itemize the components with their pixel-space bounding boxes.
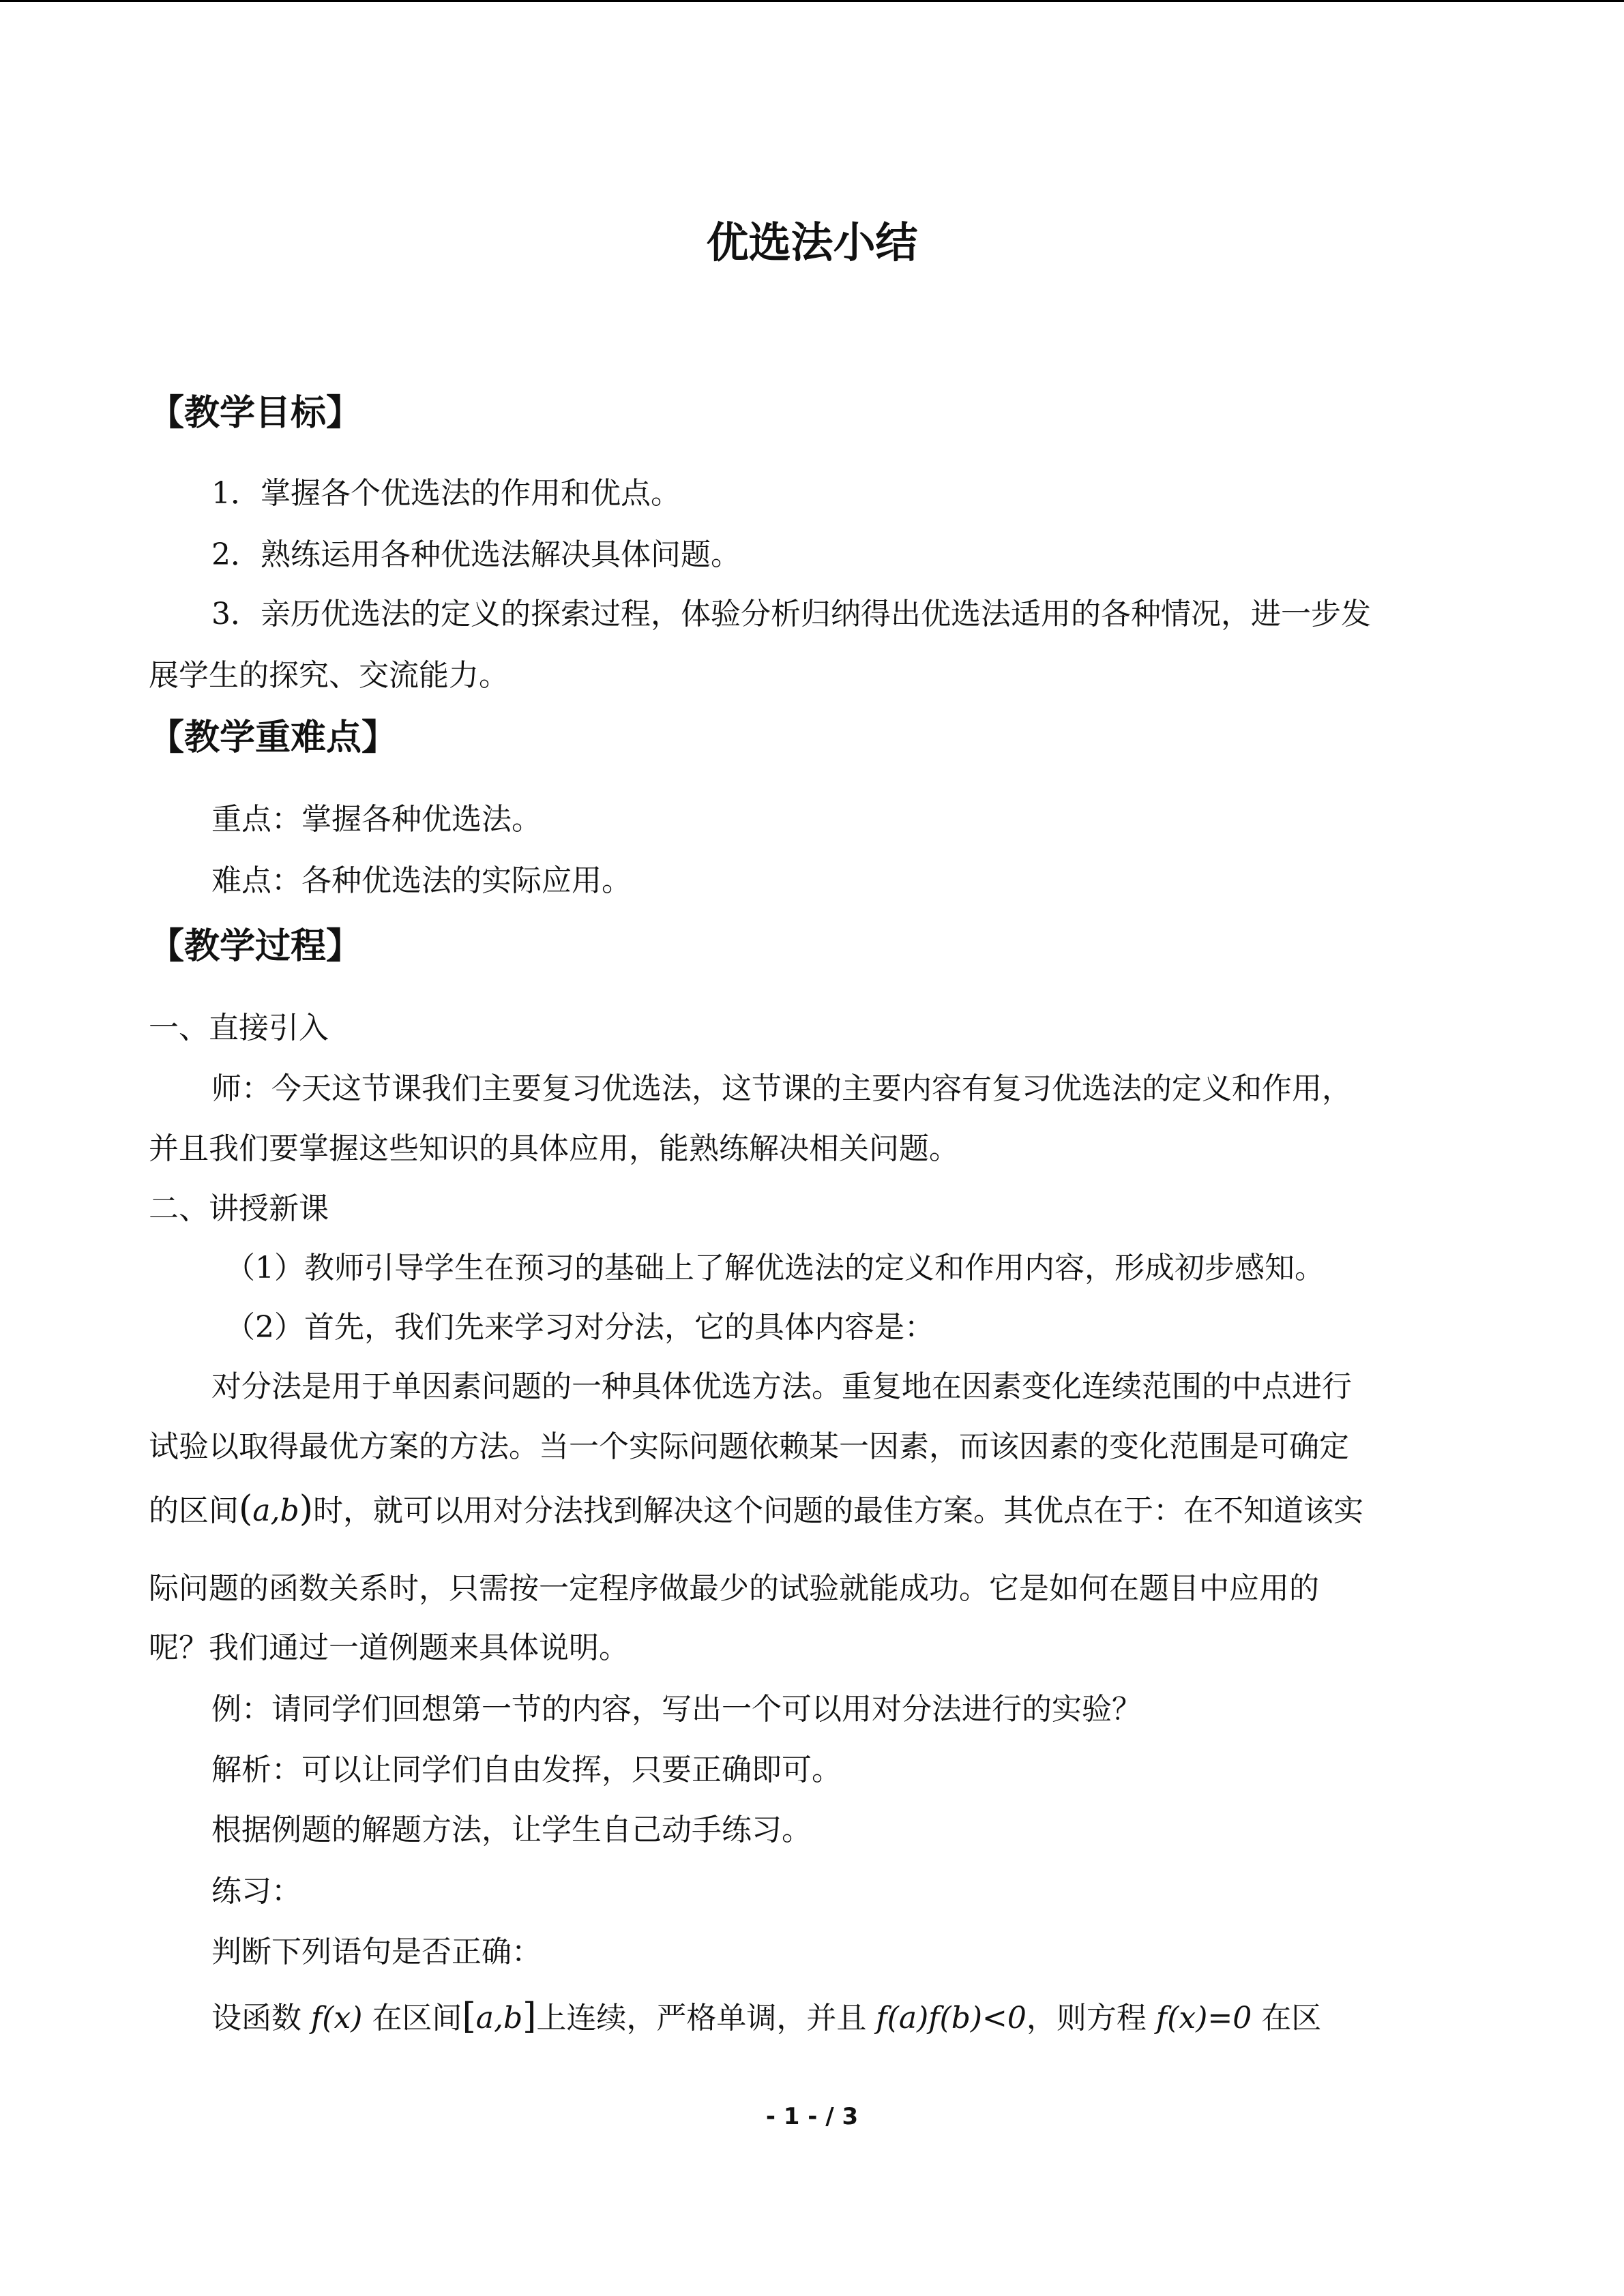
goal-item-2: 2．熟练运用各种优选法解决具体问题。 <box>211 537 741 572</box>
paren-open: ( <box>239 1489 253 1530</box>
goal-item-3: 3．亲历优选法的定义的探索过程，体验分析归纳得出优选法适用的各种情况，进一步发 <box>211 597 1371 631</box>
paragraph-bisection: 对分法是用于单因素问题的一种具体优选方法。重复地在因素变化连续范围的中点进行 <box>211 1369 1352 1404</box>
text-segment: 时，就可以用对分法找到解决这个问题的最佳方案。其优点在于：在不知道该实 <box>312 1493 1363 1528</box>
subsection-intro: 一、直接引入 <box>149 1011 329 1045</box>
paragraph-bisection-line4: 际问题的函数关系时，只需按一定程序做最少的试验就能成功。它是如何在题目中应用的 <box>149 1571 1319 1606</box>
section-heading-goals: 【教学目标】 <box>149 393 362 434</box>
paragraph-teacher-intro-cont: 并且我们要掌握这些知识的具体应用，能熟练解决相关问题。 <box>149 1131 959 1166</box>
text-segment: 设函数 <box>211 2001 301 2036</box>
bracket-open: [ <box>462 1996 476 2037</box>
key-point: 重点：掌握各种优选法。 <box>211 802 542 837</box>
text-segment: 的区间 <box>149 1493 239 1528</box>
practice-statement <box>211 1996 1321 2039</box>
paragraph-teacher-intro: 师：今天这节课我们主要复习优选法，这节课的主要内容有复习优选法的定义和作用， <box>211 1071 1352 1106</box>
bracket-close: ] <box>522 1996 537 2037</box>
text-segment: 在区 <box>1261 2001 1322 2036</box>
page-title: 优选法小结 <box>706 218 918 267</box>
math-interval-ab: a,b <box>252 1493 299 1528</box>
paragraph-step-2: （2）首先，我们先来学习对分法，它的具体内容是： <box>225 1310 934 1345</box>
section-heading-process: 【教学过程】 <box>149 926 362 967</box>
top-border <box>0 0 1624 2</box>
practice-instruction: 判断下列语句是否正确： <box>211 1935 542 1969</box>
example-question: 例：请同学们回想第一节的内容，写出一个可以用对分法进行的实验？ <box>211 1692 1142 1727</box>
subsection-new-lesson: 二、讲授新课 <box>149 1191 329 1226</box>
paragraph-bisection-line5: 呢？我们通过一道例题来具体说明。 <box>149 1630 629 1665</box>
math-fx: f(x) <box>311 2001 363 2036</box>
math-closed-interval-ab: a,b <box>475 2001 523 2036</box>
difficult-point: 难点：各种优选法的实际应用。 <box>211 863 632 898</box>
goal-item-1: 1．掌握各个优选法的作用和优点。 <box>211 476 681 511</box>
math-equation-fx-zero: f(x)=0 <box>1155 2001 1252 2036</box>
paragraph-step-1: （1）教师引导学生在预习的基础上了解优选法的定义和作用内容，形成初步感知。 <box>225 1251 1325 1285</box>
text-segment: 在区间 <box>372 2001 462 2036</box>
goal-item-3-cont: 展学生的探究、交流能力。 <box>149 658 509 693</box>
math-fa-fb-product: f(a)f(b)<0 <box>876 2001 1027 2036</box>
practice-label: 练习： <box>211 1874 301 1909</box>
page-number: - 1 - / 3 <box>765 2103 859 2130</box>
paren-close: ) <box>299 1489 313 1530</box>
section-heading-key-points: 【教学重难点】 <box>149 717 398 758</box>
text-segment: 上连续，严格单调，并且 <box>536 2001 867 2036</box>
paragraph-practice-intro: 根据例题的解题方法，让学生自己动手练习。 <box>211 1813 812 1847</box>
paragraph-bisection-line3 <box>149 1489 1363 1532</box>
paragraph-bisection-line2: 试验以取得最优方案的方法。当一个实际问题依赖某一因素，而该因素的变化范围是可确定 <box>149 1429 1349 1464</box>
text-segment: ，则方程 <box>1026 2001 1147 2036</box>
example-solution: 解析：可以让同学们自由发挥，只要正确即可。 <box>211 1753 842 1787</box>
